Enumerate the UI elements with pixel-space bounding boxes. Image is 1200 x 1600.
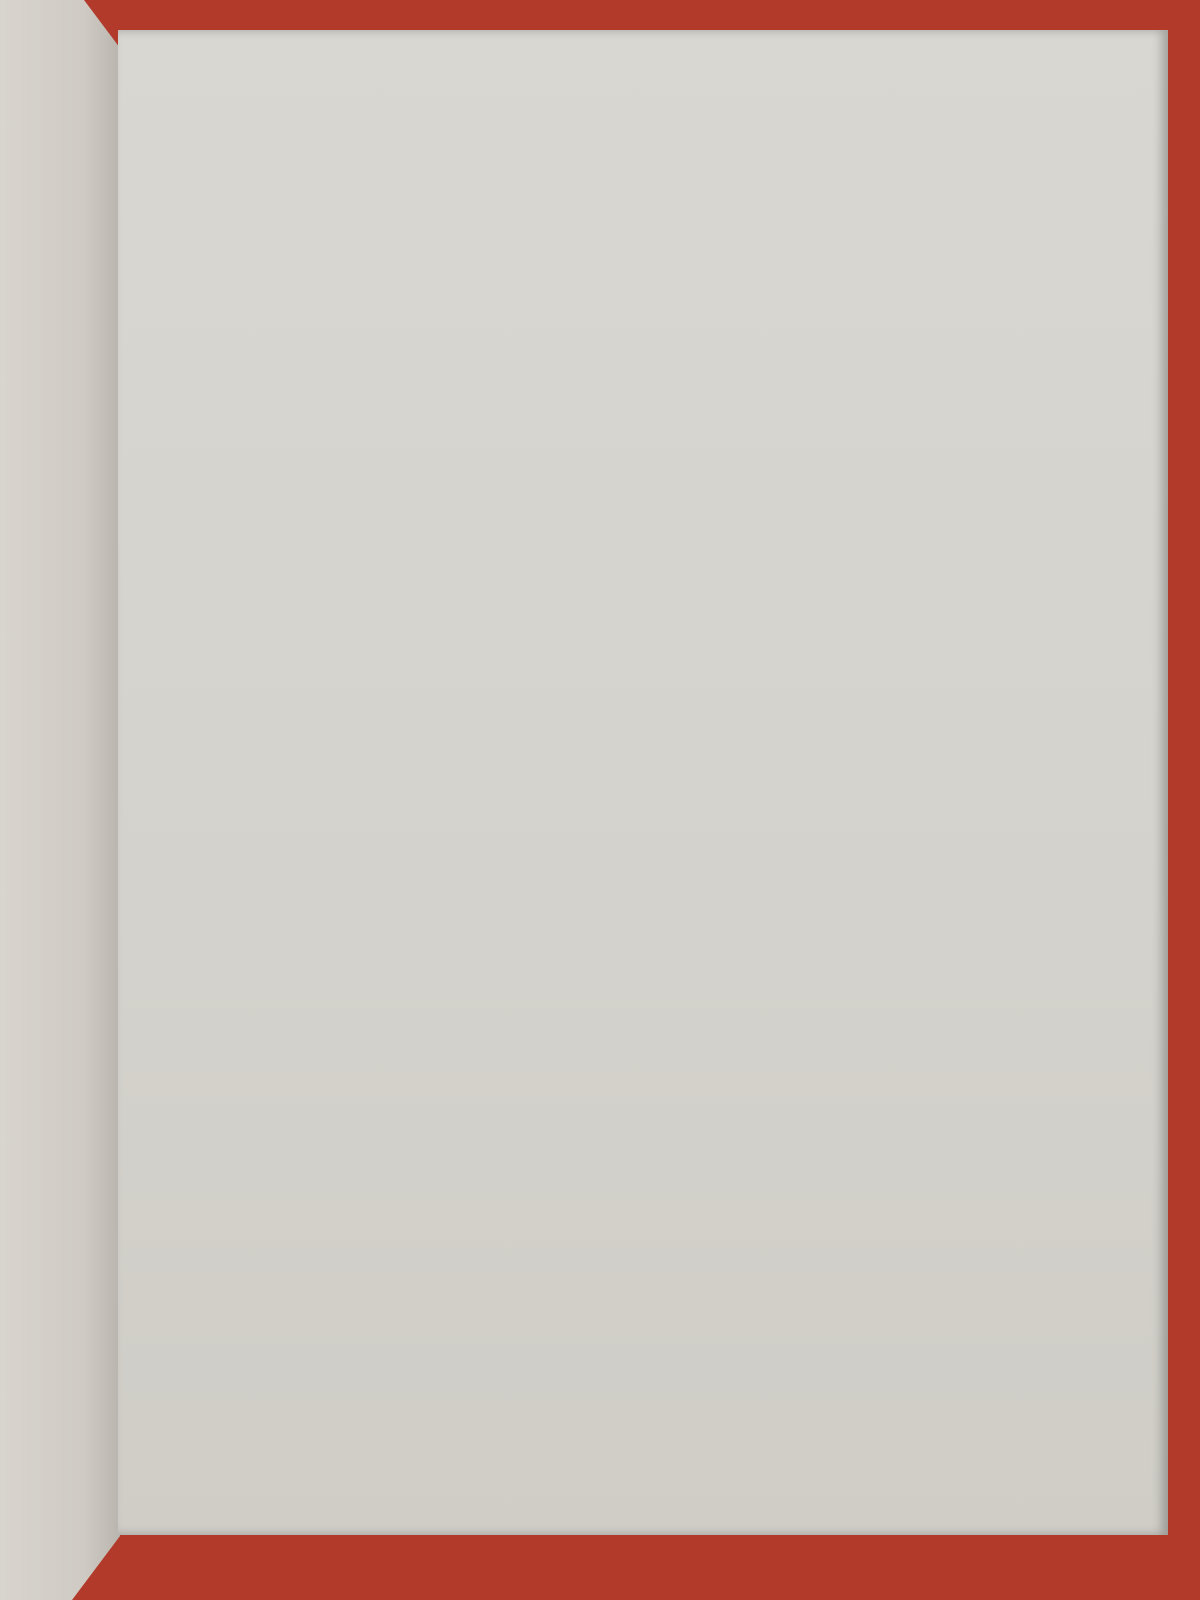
book-page xyxy=(118,30,1168,1535)
left-page xyxy=(0,0,120,1600)
